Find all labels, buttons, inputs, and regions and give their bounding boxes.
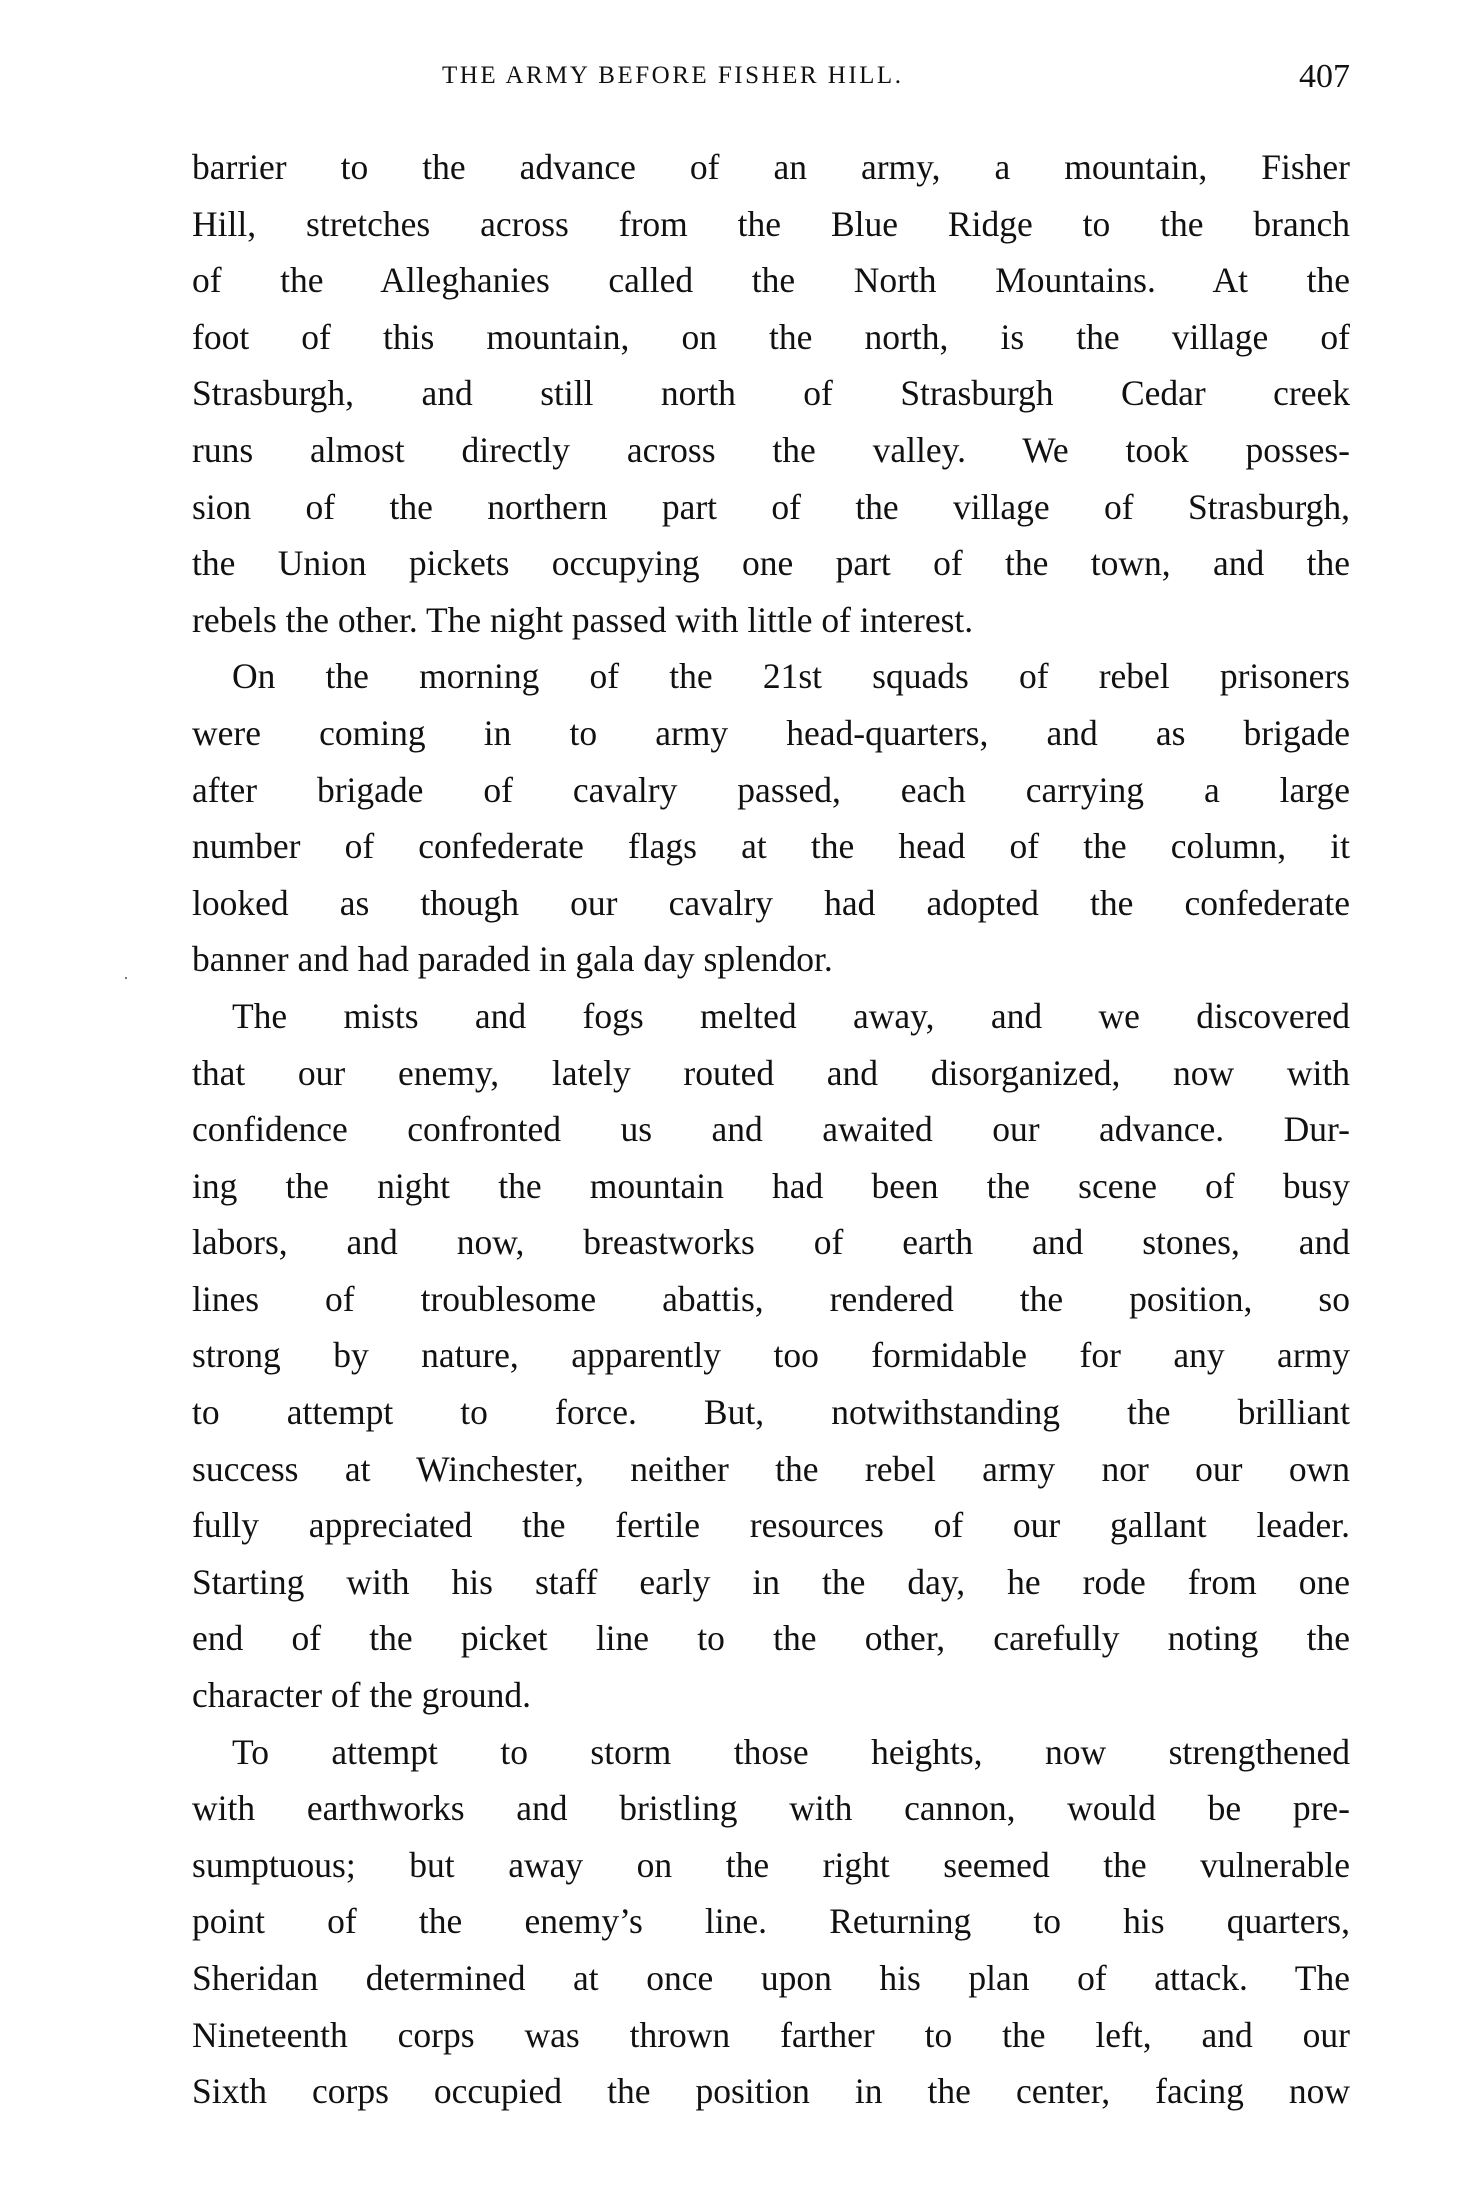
text-line: to attempt to force. But, notwithstanding the brilliant — [192, 1392, 1350, 1433]
text-line: after brigade of cavalry passed, each carrying a large — [192, 769, 1350, 810]
text-line: of the Alleghanies called the North Mountains. At the — [192, 260, 1350, 301]
text-line: barrier to the advance of an army, a mountain, Fisher — [192, 147, 1350, 187]
text-line: Hill, stretches across from the Blue Ridge to the branch — [192, 203, 1350, 244]
text-line: success at Winchester, neither the rebel army nor our own — [192, 1448, 1350, 1489]
paragraph-first-line: On the morning of the 21st squads of rebel prisoners — [232, 656, 1350, 697]
text-line: that our enemy, lately routed and disorganized, now with — [192, 1052, 1350, 1093]
paragraph-first-line: To attempt to storm those heights, now strengthened — [232, 1731, 1350, 1772]
text-line: number of confederate flags at the head of the column, it — [192, 826, 1350, 867]
text-line: with earthworks and bristling with cannon, would be pre- — [192, 1788, 1350, 1829]
running-title: THE ARMY BEFORE FISHER HILL. — [442, 62, 904, 89]
text-line: foot of this mountain, on the north, is the village of — [192, 316, 1350, 357]
text-line: sion of the northern part of the village of Strasburgh, — [192, 486, 1350, 527]
text-line: the Union pickets occupying one part of the town, and the — [192, 543, 1350, 584]
text-line: confidence confronted us and awaited our advance. Dur- — [192, 1109, 1350, 1150]
body-text — [192, 139, 1350, 2120]
text-line: Sheridan determined at once upon his plan of attack. The — [192, 1958, 1350, 1998]
text-line: rebels the other. The night passed with little of interest. — [192, 599, 974, 640]
text-line: Nineteenth corps was thrown farther to the left, and our — [192, 2014, 1350, 2055]
text-line: Strasburgh, and still north of Strasburgh Cedar creek — [192, 373, 1350, 414]
running-head — [192, 58, 1350, 98]
text-line: banner and had paraded in gala day splendor. — [192, 939, 833, 980]
page-number: 407 — [1299, 58, 1350, 95]
text-line: strong by nature, apparently too formidable for any army — [192, 1335, 1350, 1376]
text-line: labors, and now, breastworks of earth and stones, and — [192, 1222, 1350, 1263]
text-line: end of the picket line to the other, carefully noting the — [192, 1618, 1350, 1659]
scan-speck — [125, 977, 127, 979]
text-line: fully appreciated the fertile resources of our gallant leader. — [192, 1505, 1350, 1546]
text-line: lines of troublesome abattis, rendered the position, so — [192, 1278, 1350, 1319]
text-line: point of the enemy’s line. Returning to his quarters, — [192, 1901, 1350, 1942]
text-line: sumptuous; but away on the right seemed the vulnerable — [192, 1844, 1350, 1885]
text-line: runs almost directly across the valley. We took posses- — [192, 429, 1350, 470]
text-line: looked as though our cavalry had adopted the confederate — [192, 882, 1350, 923]
text-line: Sixth corps occupied the position in the center, facing now — [192, 2071, 1350, 2112]
paragraph-first-line: The mists and fogs melted away, and we discovered — [232, 995, 1350, 1036]
text-line: were coming in to army head-quarters, and as brigade — [192, 712, 1350, 753]
text-line: ing the night the mountain had been the scene of busy — [192, 1165, 1350, 1206]
text-line: Starting with his staff early in the day, he rode from one — [192, 1561, 1350, 1602]
text-line: character of the ground. — [192, 1675, 532, 1716]
